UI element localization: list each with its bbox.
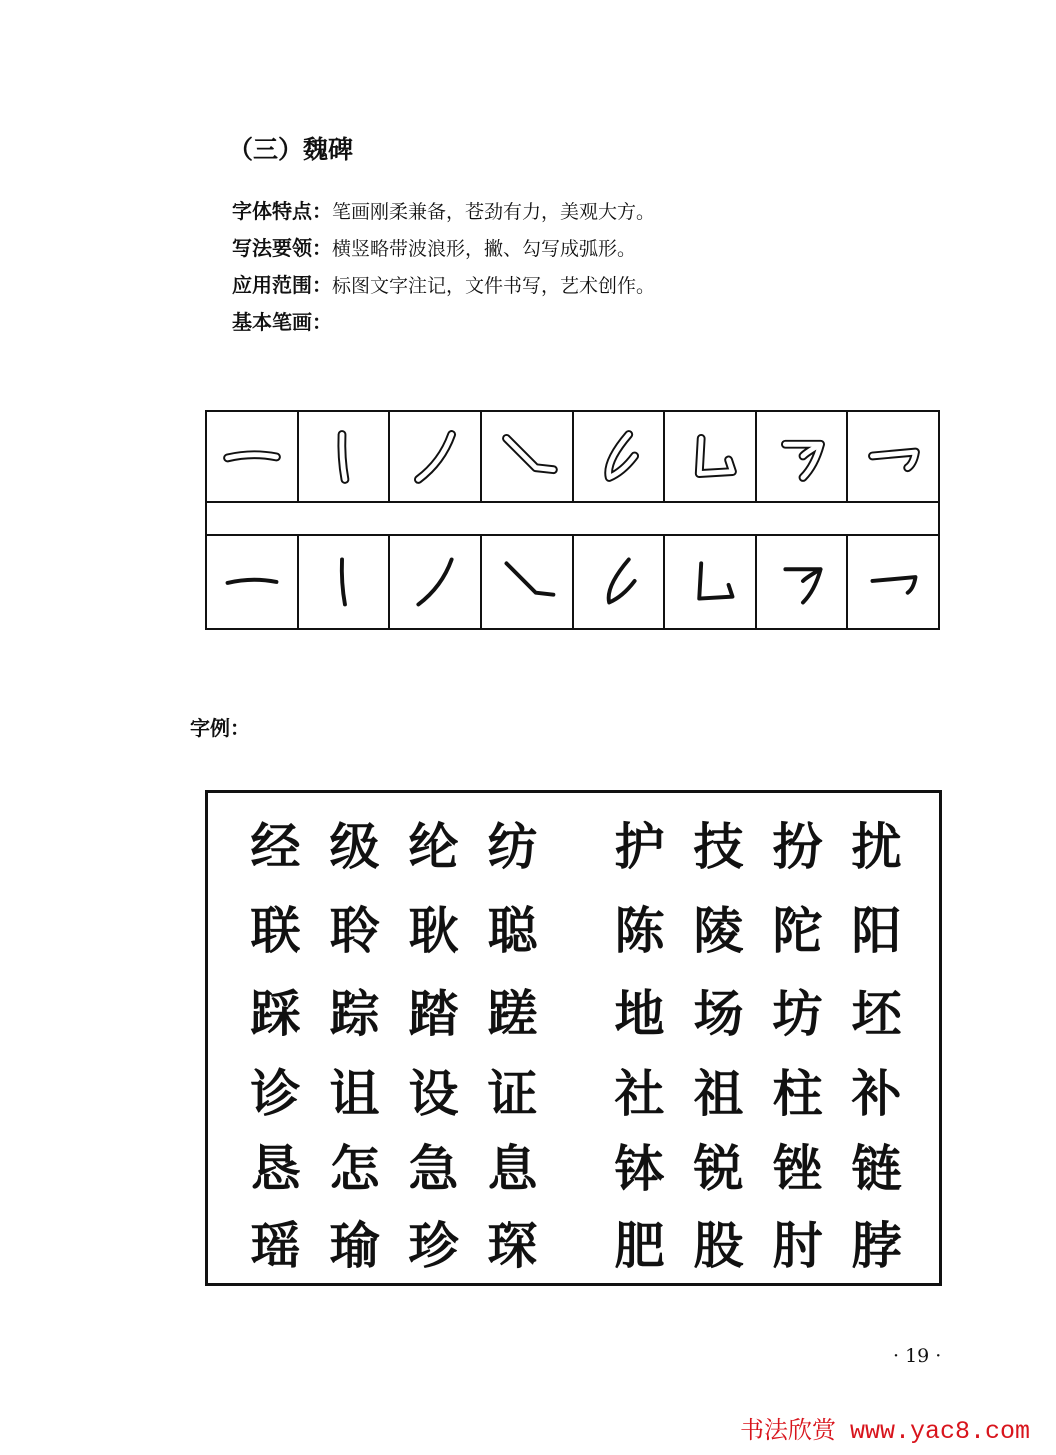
- example-character: 经: [250, 817, 301, 876]
- example-character: 扰: [851, 817, 902, 876]
- example-character: 扮: [772, 817, 823, 876]
- stroke-cell: [207, 536, 299, 628]
- horizontal-bend-hook-stroke-icon: [758, 411, 846, 503]
- character-examples-box: [205, 790, 942, 1286]
- examples-label: 字例：: [190, 716, 250, 740]
- example-character: 钵: [614, 1139, 665, 1198]
- feature-label: 基本笔画：: [232, 310, 332, 334]
- example-character: 护: [614, 817, 665, 876]
- stroke-cell: [482, 536, 574, 628]
- example-group-right: [600, 1054, 916, 1134]
- example-character: 坯: [851, 984, 902, 1043]
- horizontal-stroke-icon: [208, 411, 296, 503]
- example-character: 证: [487, 1064, 538, 1123]
- stroke-cell: [574, 536, 666, 628]
- watermark-url: www.yac8.com: [850, 1417, 1031, 1446]
- example-character: 肥: [614, 1216, 665, 1275]
- horizontal-hook-stroke-icon: [849, 536, 937, 628]
- stroke-cell: [665, 412, 757, 501]
- example-character: 纺: [487, 817, 538, 876]
- example-character: 陈: [614, 901, 665, 960]
- watermark-text: 书法欣赏: [740, 1416, 836, 1444]
- left-falling-stroke-icon: [391, 411, 479, 503]
- example-character: 设: [408, 1064, 459, 1123]
- stroke-cell: [299, 536, 391, 628]
- stroke-cell: [574, 412, 666, 501]
- example-character: 聪: [487, 901, 538, 960]
- example-character: 肘: [772, 1216, 823, 1275]
- example-character: 补: [851, 1064, 902, 1123]
- stroke-cell: [665, 536, 757, 628]
- example-group-left: [236, 1206, 552, 1286]
- example-character: 瑜: [329, 1216, 380, 1275]
- outline-strokes-row: [207, 412, 938, 503]
- watermark: [740, 1410, 1030, 1446]
- section-title: （三）魏碑: [228, 135, 354, 164]
- example-character: 诅: [329, 1064, 380, 1123]
- stroke-cell: [757, 536, 849, 628]
- stroke-cell: [390, 412, 482, 501]
- example-character: 踏: [408, 984, 459, 1043]
- stroke-cell: [207, 412, 299, 501]
- solid-strokes-row: [207, 534, 938, 628]
- example-character: 怎: [329, 1139, 380, 1198]
- example-character: 聆: [329, 901, 380, 960]
- example-character: 技: [693, 817, 744, 876]
- example-character: 琛: [487, 1216, 538, 1275]
- example-group-left: [236, 1054, 552, 1134]
- example-row: [208, 974, 939, 1054]
- example-group-right: [600, 807, 916, 887]
- example-character: 息: [487, 1139, 538, 1198]
- vertical-bend-stroke-icon: [666, 536, 754, 628]
- example-character: 锐: [693, 1139, 744, 1198]
- stroke-cell: [848, 536, 938, 628]
- example-character: 祖: [693, 1064, 744, 1123]
- example-group-left: [236, 1129, 552, 1209]
- right-falling-stroke-icon: [483, 411, 571, 503]
- stroke-cell: [757, 412, 849, 501]
- example-character: 诊: [250, 1064, 301, 1123]
- example-character: 阳: [851, 901, 902, 960]
- example-character: 恳: [250, 1139, 301, 1198]
- feature-label: 写法要领：: [232, 236, 332, 260]
- horizontal-bend-hook-stroke-icon: [758, 536, 846, 628]
- example-group-left: [236, 891, 552, 971]
- example-character: 柱: [772, 1064, 823, 1123]
- rising-hook-stroke-icon: [574, 411, 662, 503]
- feature-line: [232, 232, 636, 261]
- feature-line: [232, 306, 332, 335]
- horizontal-stroke-icon: [208, 536, 296, 628]
- example-group-right: [600, 891, 916, 971]
- left-falling-stroke-icon: [391, 536, 479, 628]
- example-character: 股: [693, 1216, 744, 1275]
- horizontal-hook-stroke-icon: [849, 411, 937, 503]
- feature-label: 字体特点：: [232, 199, 332, 223]
- stroke-cell: [848, 412, 938, 501]
- example-character: 坊: [772, 984, 823, 1043]
- example-group-right: [600, 974, 916, 1054]
- example-character: 蹉: [487, 984, 538, 1043]
- example-character: 陀: [772, 901, 823, 960]
- example-character: 耿: [408, 901, 459, 960]
- right-falling-stroke-icon: [483, 536, 571, 628]
- feature-text: 笔画刚柔兼备，苍劲有力，美观大方。: [332, 201, 656, 223]
- example-group-left: [236, 807, 552, 887]
- example-character: 脖: [851, 1216, 902, 1275]
- example-group-right: [600, 1129, 916, 1209]
- example-group-left: [236, 974, 552, 1054]
- stroke-cell: [299, 412, 391, 501]
- feature-label: 应用范围：: [232, 273, 332, 297]
- example-row: [208, 1054, 939, 1134]
- example-character: 级: [329, 817, 380, 876]
- example-group-right: [600, 1206, 916, 1286]
- stroke-cell: [390, 536, 482, 628]
- stroke-cell: [482, 412, 574, 501]
- example-character: 珍: [408, 1216, 459, 1275]
- example-row: [208, 1206, 939, 1286]
- example-character: 踪: [329, 984, 380, 1043]
- example-character: 锉: [772, 1139, 823, 1198]
- vertical-bend-stroke-icon: [666, 411, 754, 503]
- vertical-stroke-icon: [299, 536, 387, 628]
- example-character: 急: [408, 1139, 459, 1198]
- feature-text: 横竖略带波浪形，撇、勾写成弧形。: [332, 238, 637, 260]
- feature-line: [232, 195, 655, 224]
- example-character: 联: [250, 901, 301, 960]
- example-row: [208, 891, 939, 971]
- basic-strokes-table: [205, 410, 940, 630]
- feature-line: [232, 269, 655, 298]
- example-character: 场: [693, 984, 744, 1043]
- example-character: 瑶: [250, 1216, 301, 1275]
- example-character: 陵: [693, 901, 744, 960]
- example-character: 纶: [408, 817, 459, 876]
- rising-hook-stroke-icon: [574, 536, 662, 628]
- vertical-stroke-icon: [299, 411, 387, 503]
- example-row: [208, 1129, 939, 1209]
- example-character: 地: [614, 984, 665, 1043]
- feature-text: 标图文字注记，文件书写，艺术创作。: [332, 275, 656, 297]
- example-character: 踩: [250, 984, 301, 1043]
- example-character: 链: [851, 1139, 902, 1198]
- example-row: [208, 807, 939, 887]
- example-character: 社: [614, 1064, 665, 1123]
- page-number: · 19 ·: [893, 1345, 942, 1367]
